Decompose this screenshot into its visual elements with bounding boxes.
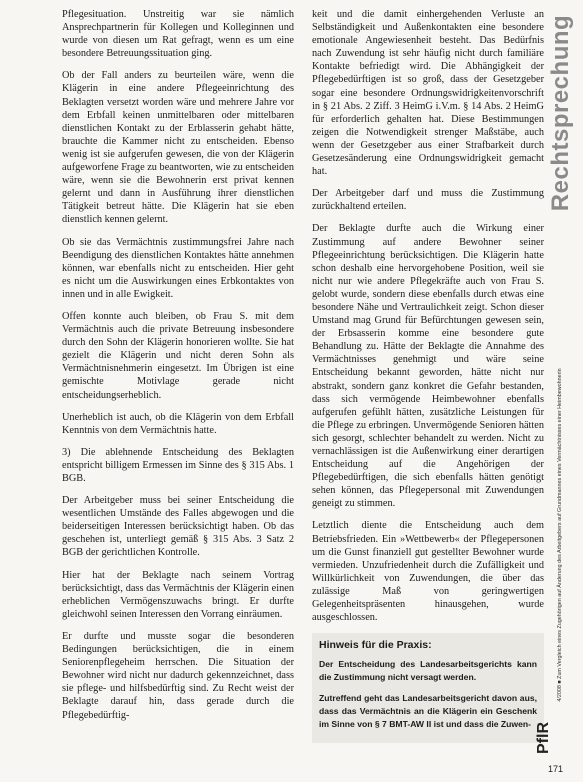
journal-logo	[533, 718, 555, 758]
paragraph: Pflegesituation. Unstreitig war sie nämlich Ansprechpartnerin für Kollegen und Kolleginnen und wurde von diesen um Rat gefragt, wenn es um eine besondere Betreuungssituation ging.	[62, 9, 294, 60]
paragraph: Offen konnte auch bleiben, ob Frau S. mit dem Vermächtnis auch die private Betreuung insbesondere durch den Sohn der Klägerin honorieren wollte. Sie hat gezielt die Klägerin und nicht deren Sohn als Vermächtnisnehmerin eingesetzt. Im Übrigen ist eine gemischte Motivlage gerade nicht entscheidungserheblich.	[62, 310, 294, 401]
practice-note-paragraphs	[319, 658, 537, 730]
paragraph: Hier hat der Beklagte nach seinem Vortrag berücksichtigt, dass das Vermächtnis der Klägerin einen erheblichen Vermögenszuwachs bringt. Er durfte gleichwohl seinen Interessen den Vorrang einräumen.	[62, 569, 294, 620]
paragraph: Ob sie das Vermächtnis zustimmungsfrei Jahre nach Beendigung des dienstlichen Kontaktes hätte annehmen können, war ebenfalls nicht zu entscheiden. Hier geht es nicht um die Auswirkungen eines Erbkontaktes von innen und in alle Ewigkeit.	[62, 236, 294, 300]
practice-note-paragraph: Zutreffend geht das Landesarbeitsgericht davon aus, dass das Vermächtnis an die Klägerin ein Geschenk im Sinne von § 7 BMT-AW II ist und dass die Zuwen-	[319, 693, 537, 729]
practice-note-box	[312, 633, 544, 743]
paragraph: keit und die damit einhergehenden Verluste an Selbständigkeit und Außenkontakten eine besondere emotionale Angewiesenheit besteht. Das Bedürfnis nach Zuwendung ist sehr häufig nicht durch familiäre Kontakte befriedigt wird. Die Abhängigkeit der Pflegebedürftigen ist so groß, dass der Gesetzgeber sogar eine besondere Ordnungswidrigkeitenvorschrift in § 21 Abs. 2 Ziff. 3 HeimG i.V.m. § 14 Abs. 2 HeimG für erforderlich gehalten hat. Diese Bestimmungen zeigen die Notwendigkeit strenger Maßstäbe, auch wenn der Gesetzgeber aus einer Strafbarkeit durch Gesetzesänderung eine Ordnungswidrigkeit gemacht hat.	[312, 9, 544, 178]
section-label	[540, 10, 582, 215]
paragraph: Unerheblich ist auch, ob die Klägerin von dem Erbfall Kenntnis von dem Vermächtnis hatte.	[62, 411, 294, 436]
paragraph: Der Arbeitgeber darf und muss die Zustimmung zurückhaltend erteilen.	[312, 188, 544, 213]
right-column	[312, 8, 544, 743]
paragraph: Letztlich diente die Entscheidung auch dem Betriebsfrieden. Ein »Wettbewerb« der Pflegepersonen um die Gunst finanziell gut gestellter Bewohner wurde vermieden. Unzufriedenheit durch die Zufälligkeit und Willkürlichkeit von Zuwendungen, die über das zulässige Maß von geringwertigen Gelegenheitspräsenten hinausgehen, wurde ausgeschlossen.	[312, 520, 544, 624]
paragraph: Der Beklagte durfte auch die Wirkung einer Zustimmung auf andere Bewohner seiner Pflegeeinrichtung berücksichtigen. Die Klägerin hatte schon deshalb eine hervorgehobene Position, weil sie nicht nur wie andere Pflegekräfte auch von Frau S. gelobt wurde, sondern diese ebenfalls durch etwas eine besondere Nähe und Vertraulichkeit zeigt. Schon dieser Umstand mag Grund für Befürchtungen gewesen sein, der Erbsasserin komme eine besondere gute Behandlung zu. Hätte der Beklagte die Annahme des Vermächtnisses genehmigt und wäre seine Entscheidung bekannt geworden, hätte nicht nur abstrakt, sondern ganz konkret die Gefahr bestanden, dass sich vermögende Heimbewohner ebenfalls aufgerufen gefühlt hätten, zusätzliche Leistungen für die Pflege zu erbringen. Unvermögende Senioren hätten sich gesorgt, schlechter behandelt zu werden. Nicht zu vernachlässigen ist die Außenwirkung einer derartigen Entscheidung auf die Angehörigen der Pflegebedürftigen, die sich ebenfalls hätten genötigt sehen können, das Pflegepersonal mit Zuwendungen geneigt zu stimmen.	[312, 223, 544, 510]
journal-logo-text: PflR	[535, 722, 552, 754]
paragraph: Ob der Fall anders zu beurteilen wäre, wenn die Klägerin in eine andere Pflegeeinrichtung des Beklagten versetzt worden wäre und mehrere Jahre vor dem Erbfall keinen unmittelbaren oder mittelbaren dienstlichen Kontakt zu der Erblasserin gehabt hätte, brauchte die Kammer nicht zu entscheiden. Ebenso wenig ist sie aufgerufen gewesen, die von der Klägerin aufgeworfene Frage zu beantworten, wie zu entscheiden wäre, wenn sie die Bewohnerin erst privat kennen gelernt und dann in Ausführung ihrer dienstlichen Tätigkeit betreut hätte. Die Klägerin hat sie eben dienstlich kennen gelernt.	[62, 70, 294, 226]
paragraph: Er durfte und musste sogar die besonderen Bedingungen berücksichtigen, die in einem Seniorenpflegeheim herrschen. Die Situation der Bewohner wird nicht nur dadurch gekennzeichnet, dass sie pflege- und hilfsbedürftig sind. Zu Recht weist der Beklagte darauf hin, dass gerade durch die Pflegebedürftig-	[62, 630, 294, 721]
right-column-paragraphs	[312, 8, 544, 624]
side-meta-text: 4/2008 ■ Zum Vergleich eines Zugehörigen auf Änderung des Arbeitgebers auf Grundmannes eines Vermächtnisses einer Heimbewohnerin	[557, 368, 563, 702]
left-column	[62, 8, 294, 731]
practice-note-title: Hinweis für die Praxis:	[319, 639, 432, 652]
paragraph: Der Arbeitgeber muss bei seiner Entscheidung die wesentlichen Umstände des Falles abgewogen und die beiderseitigen Interessen berücksichtigt haben. Ob das geschehen ist, unterliegt gemäß § 315 Abs. 3 Satz 2 BGB der gerichtlichen Kontrolle.	[62, 495, 294, 559]
section-label-text: Rechtsprechung	[547, 14, 574, 211]
page-number: 171	[548, 764, 564, 774]
paragraph: 3) Die ablehnende Entscheidung des Beklagten entspricht billigem Ermessen im Sinne des § 315 Abs. 1 BGB.	[62, 446, 294, 484]
side-meta	[553, 300, 567, 770]
practice-note-paragraph: Der Entscheidung des Landesarbeitsgerichts kann die Zustimmung nicht versagt werden.	[319, 659, 537, 682]
